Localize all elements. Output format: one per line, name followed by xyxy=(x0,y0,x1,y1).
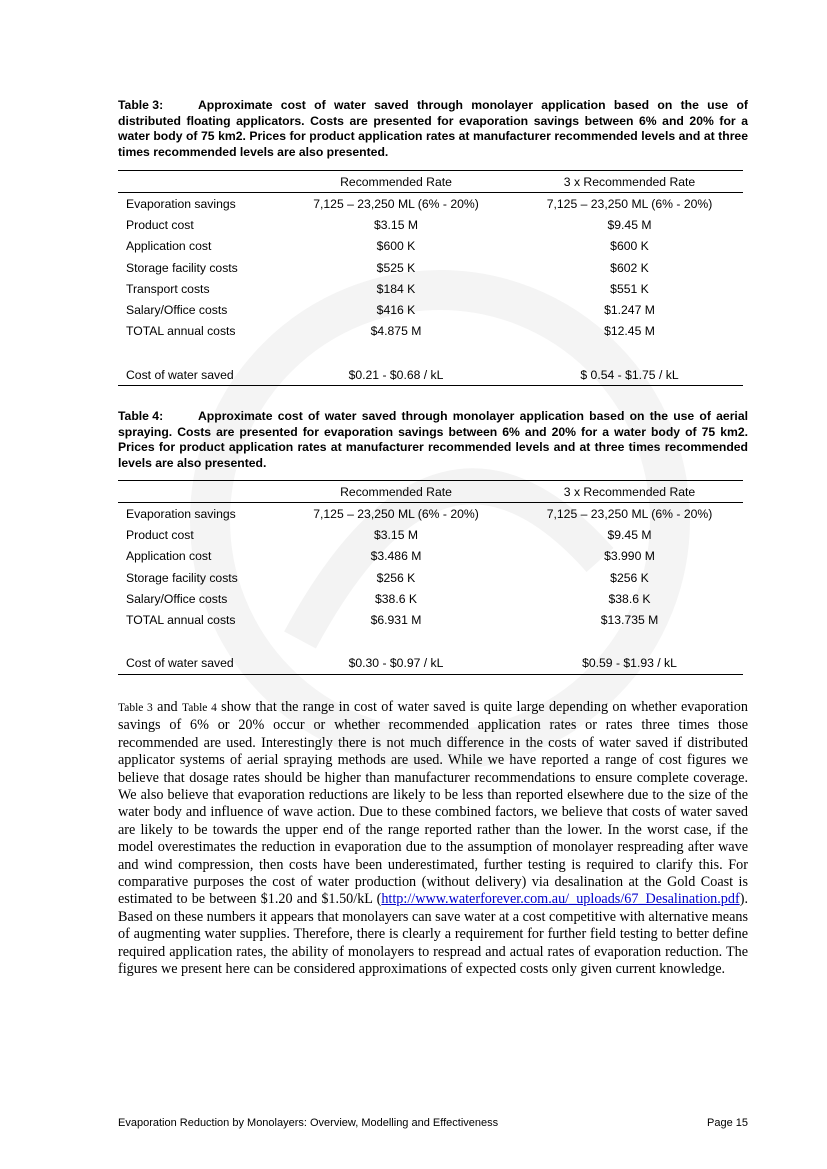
spacer-row xyxy=(118,342,743,364)
table-row xyxy=(118,567,743,588)
table-cell: $4.875 M xyxy=(370,324,422,339)
body-text-and: and xyxy=(152,699,183,715)
table-cell: $600 K xyxy=(610,239,649,254)
row-label: Evaporation savings xyxy=(126,196,236,211)
table-row xyxy=(118,609,743,630)
table-header-cell xyxy=(118,481,276,503)
table-cell: $3.15 M xyxy=(373,217,419,232)
row-label: Cost of water saved xyxy=(118,653,276,675)
table-row xyxy=(118,236,743,257)
table-header-cell: 3 x Recommended Rate xyxy=(516,171,743,193)
body-text-part-1: show that the range in cost of water saved is quite large depending on whether evaporation savings of 6% or 20% occur or whether recommended application rates or rates three times those recommended are used. Interestingly there is not much difference in the costs of water saved if distributed applicator systems of aerial spraying methods are used. While we have reported a range of cost figures we believe that dosage rates should be higher than manufacturer recommendations to ensure complete coverage. We also believe that evaporation reductions are likely to be less than reported elsewhere due to the size of the water body and influence of wave action. Due to these combined factors, we believe that costs of water saved are likely to be towards the upper end of the range reported rather than the lower. In the worst case, if the model overestimates the reduction in evaporation due to the assumption of monolayer respreading after wave and wind compression, then costs have been underestimated, further testing is required to clarify this. For comparative purposes the cost of water production (without delivery) via desalination at the Gold Coast is estimated to be between $1.20 and $1.50/kL ( xyxy=(118,699,748,908)
table-cell: $ 0.54 - $1.75 / kL xyxy=(516,364,743,386)
table-cell: $38.6 K xyxy=(374,591,417,606)
table-cell: $184 K xyxy=(376,281,416,296)
table-row xyxy=(118,214,743,235)
table-cell: $9.45 M xyxy=(607,527,652,542)
table-cell: $3.990 M xyxy=(604,549,655,564)
table-row xyxy=(118,257,743,278)
row-label: Transport costs xyxy=(126,281,210,296)
table-row xyxy=(118,278,743,299)
table-header-cell xyxy=(118,171,276,193)
table-cell: $9.45 M xyxy=(607,217,652,232)
table-cell: 7,125 – 23,250 ML (6% - 20%) xyxy=(546,506,713,521)
page-number: Page 15 xyxy=(707,1117,748,1129)
page-footer xyxy=(118,1117,748,1129)
table-header-row xyxy=(118,481,743,503)
row-label: Cost of water saved xyxy=(118,364,276,386)
row-label: TOTAL annual costs xyxy=(126,613,236,628)
table-cell: 7,125 – 23,250 ML (6% - 20%) xyxy=(546,196,713,211)
table-header-cell: Recommended Rate xyxy=(276,171,516,193)
table-cell: $0.59 - $1.93 / kL xyxy=(516,653,743,675)
table-cell: $416 K xyxy=(376,303,416,318)
table-cell: $551 K xyxy=(610,281,649,296)
row-label: Storage facility costs xyxy=(126,260,238,275)
table-row xyxy=(118,321,743,342)
table-row xyxy=(118,299,743,320)
body-paragraph xyxy=(118,699,748,979)
table-cell: 7,125 – 23,250 ML (6% - 20%) xyxy=(313,196,479,211)
table-4-caption xyxy=(118,409,748,471)
table-cell: $1.247 M xyxy=(604,303,655,318)
table-4-label: Table 4: xyxy=(118,409,164,423)
table-4-caption-text: Approximate cost of water saved through monolayer application based on the use of aerial spraying. Costs are presented for evaporation savings between 6% and 20% for a water body of 75 km2. Prices for product application rates at manufacturer recommended levels and at three times recommended levels are also presented. xyxy=(118,409,748,470)
table-cell: $600 K xyxy=(376,239,416,254)
row-label: Application cost xyxy=(126,239,212,254)
spacer-row xyxy=(118,631,743,653)
table-cell: $525 K xyxy=(376,260,416,275)
row-label: Salary/Office costs xyxy=(126,303,228,318)
row-label: Product cost xyxy=(126,217,194,232)
table-3 xyxy=(118,170,743,386)
row-label: Storage facility costs xyxy=(126,570,238,585)
table-row xyxy=(118,653,743,675)
table-4 xyxy=(118,480,743,675)
table-cell: $6.931 M xyxy=(370,613,422,628)
table-row xyxy=(118,524,743,545)
table-cell: $0.30 - $0.97 / kL xyxy=(276,653,516,675)
table-row xyxy=(118,193,743,215)
table-cell: $3.486 M xyxy=(370,549,422,564)
body-text-part-2: ). Based on these numbers it appears that monolayers can save water at a cost competitive with alternative means of augmenting water supplies. Therefore, there is clearly a requirement for further field testing to better define required application rates, the ability of monolayers to respread and actual rates of evaporation reduction. The figures we present here can be considered approximations of expected costs only given current knowledge. xyxy=(118,891,748,978)
table-row xyxy=(118,503,743,525)
table-cell: $256 K xyxy=(376,570,416,585)
table-cell: $0.21 - $0.68 / kL xyxy=(276,364,516,386)
table-3-label: Table 3: xyxy=(118,98,164,112)
table-cell: $13.735 M xyxy=(600,613,659,628)
table-header-row xyxy=(118,171,743,193)
table-3-caption xyxy=(118,98,748,160)
table-cell: $256 K xyxy=(610,570,649,585)
table-cell: $3.15 M xyxy=(373,527,419,542)
row-label: Application cost xyxy=(126,549,212,564)
table-header-cell: Recommended Rate xyxy=(276,481,516,503)
table-header-cell: 3 x Recommended Rate xyxy=(516,481,743,503)
table-cell: $12.45 M xyxy=(604,324,655,339)
footer-title: Evaporation Reduction by Monolayers: Overview, Modelling and Effectiveness xyxy=(118,1117,499,1129)
table-3-reference[interactable]: Table 3 xyxy=(118,702,153,714)
row-label: Evaporation savings xyxy=(126,506,236,521)
table-cell: 7,125 – 23,250 ML (6% - 20%) xyxy=(313,506,479,521)
table-3-caption-text: Approximate cost of water saved through monolayer application based on the use of distributed floating applicators. Costs are presented for evaporation savings between 6% and 20% for a water body of 75 km2. Prices for product application rates at manufacturer recommended levels and at three times recommended levels are also presented. xyxy=(118,98,748,159)
table-cell: $38.6 K xyxy=(608,591,651,606)
row-label: TOTAL annual costs xyxy=(126,324,236,339)
table-cell: $602 K xyxy=(610,260,649,275)
desalination-link[interactable]: http://www.waterforever.com.au/_uploads/67_Desalination.pdf xyxy=(381,891,740,908)
row-label: Product cost xyxy=(126,527,194,542)
table-4-reference[interactable]: Table 4 xyxy=(182,702,217,714)
table-row xyxy=(118,364,743,386)
table-row xyxy=(118,588,743,609)
row-label: Salary/Office costs xyxy=(126,591,228,606)
table-row xyxy=(118,546,743,567)
